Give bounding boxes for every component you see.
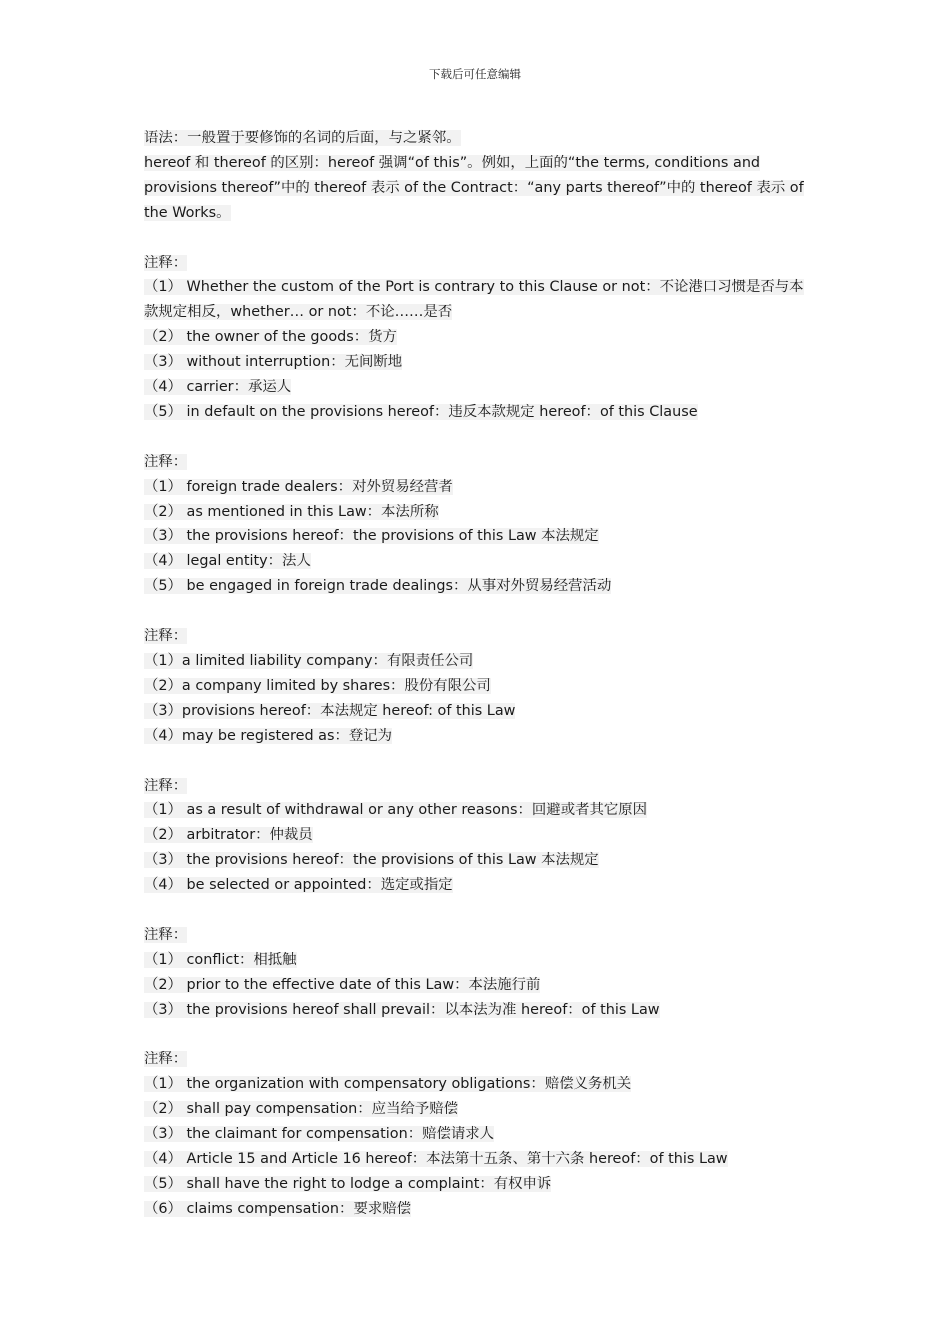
annotation-item-text: （3）provisions hereof：本法规定 hereof: of this Law xyxy=(144,702,516,719)
annotation-item-text: （2） prior to the effective date of this Law：本法施行前 xyxy=(144,976,541,993)
annotation-heading-text: 注释： xyxy=(144,926,188,943)
annotation-item-text: （2） shall pay compensation：应当给予赔偿 xyxy=(144,1101,459,1118)
annotation-heading xyxy=(144,624,810,649)
annotation-item xyxy=(144,549,810,574)
annotation-item xyxy=(144,1097,810,1122)
annotation-item xyxy=(144,798,810,823)
section-gap xyxy=(144,425,810,450)
annotation-item-text: （4） legal entity：法人 xyxy=(144,553,311,570)
annotation-item xyxy=(144,1072,810,1097)
annotation-heading-text: 注释： xyxy=(144,1051,188,1068)
annotation-heading xyxy=(144,774,810,799)
annotation-item-text: （3） the provisions hereof shall prevail：以本法为准 hereof：of this Law xyxy=(144,1001,660,1018)
annotation-item xyxy=(144,699,810,724)
section-gap xyxy=(144,898,810,923)
annotation-heading xyxy=(144,251,810,276)
annotation-item xyxy=(144,1172,810,1197)
annotation-sections xyxy=(144,226,810,1222)
annotation-heading xyxy=(144,450,810,475)
annotation-item xyxy=(144,848,810,873)
annotation-item-text: （3） the provisions hereof：the provisions of this Law 本法规定 xyxy=(144,852,599,869)
annotation-heading-text: 注释： xyxy=(144,777,188,794)
annotation-item xyxy=(144,524,810,549)
annotation-item-text: （1）a limited liability company：有限责任公司 xyxy=(144,652,474,669)
annotation-item-text: （3） without interruption：无间断地 xyxy=(144,354,403,371)
annotation-item-text: （5） in default on the provisions hereof：违反本款规定 hereof：of this Clause xyxy=(144,403,698,420)
annotation-item xyxy=(144,823,810,848)
annotation-heading-text: 注释： xyxy=(144,628,188,645)
annotation-item xyxy=(144,400,810,425)
annotation-item xyxy=(144,350,810,375)
annotation-item-text: （4） Article 15 and Article 16 hereof：本法第十五条、第十六条 hereof：of this Law xyxy=(144,1151,728,1168)
annotation-item-text: （1） Whether the custom of the Port is contrary to this Clause or not：不论港口习惯是否与本款规定相反，whether… or not：不论……是否 xyxy=(144,279,804,321)
annotation-item xyxy=(144,998,810,1023)
annotation-heading-text: 注释： xyxy=(144,254,188,271)
annotation-heading-text: 注释： xyxy=(144,453,188,470)
annotation-item-text: （2）a company limited by shares：股份有限公司 xyxy=(144,677,491,694)
section-gap xyxy=(144,1023,810,1048)
annotation-item-text: （2） arbitrator：仲裁员 xyxy=(144,827,313,844)
annotation-item xyxy=(144,275,810,325)
annotation-item xyxy=(144,1122,810,1147)
annotation-item-text: （1） foreign trade dealers：对外贸易经营者 xyxy=(144,478,453,495)
hereof-thereof-difference: hereof 和 thereof 的区别：hereof 强调“of this”。例如，上面的“the terms, conditions and provisions thereof”中的 thereof 表示 of the Contract：“any parts thereof”中的 thereof 表示 of the Works。 xyxy=(144,154,804,221)
annotation-item xyxy=(144,948,810,973)
annotation-item xyxy=(144,1197,810,1222)
annotation-item xyxy=(144,325,810,350)
section-gap xyxy=(144,226,810,251)
annotation-item-text: （5） be engaged in foreign trade dealings：从事对外贸易经营活动 xyxy=(144,578,612,595)
annotation-item-text: （4） be selected or appointed：选定或指定 xyxy=(144,877,453,894)
annotation-item-text: （1） as a result of withdrawal or any other reasons：回避或者其它原因 xyxy=(144,802,648,819)
annotation-item xyxy=(144,873,810,898)
annotation-heading xyxy=(144,923,810,948)
annotation-item-text: （1） the organization with compensatory obligations：赔偿义务机关 xyxy=(144,1076,632,1093)
annotation-item xyxy=(144,724,810,749)
section-gap xyxy=(144,749,810,774)
annotation-item-text: （4）may be registered as：登记为 xyxy=(144,727,393,744)
annotation-item-text: （2） the owner of the goods：货方 xyxy=(144,329,397,346)
annotation-item-text: （4） carrier：承运人 xyxy=(144,379,292,396)
annotation-item xyxy=(144,973,810,998)
document-body xyxy=(144,126,810,1222)
section-gap xyxy=(144,599,810,624)
annotation-item-text: （5） shall have the right to lodge a complaint：有权申诉 xyxy=(144,1175,552,1192)
grammar-note: 语法：一般置于要修饰的名词的后面，与之紧邻。 xyxy=(144,130,461,146)
annotation-item-text: （3） the provisions hereof：the provisions of this Law 本法规定 xyxy=(144,528,599,545)
annotation-item xyxy=(144,674,810,699)
annotation-item xyxy=(144,500,810,525)
annotation-item xyxy=(144,375,810,400)
annotation-item-text: （1） conflict：相抵触 xyxy=(144,951,297,968)
annotation-item xyxy=(144,1147,810,1172)
annotation-item-text: （6） claims compensation：要求赔偿 xyxy=(144,1200,412,1217)
annotation-item xyxy=(144,574,810,599)
annotation-heading xyxy=(144,1047,810,1072)
annotation-item xyxy=(144,475,810,500)
annotation-item xyxy=(144,649,810,674)
page-header: 下载后可任意编辑 xyxy=(429,67,521,81)
annotation-item-text: （2） as mentioned in this Law：本法所称 xyxy=(144,503,439,520)
annotation-item-text: （3） the claimant for compensation：赔偿请求人 xyxy=(144,1126,495,1143)
